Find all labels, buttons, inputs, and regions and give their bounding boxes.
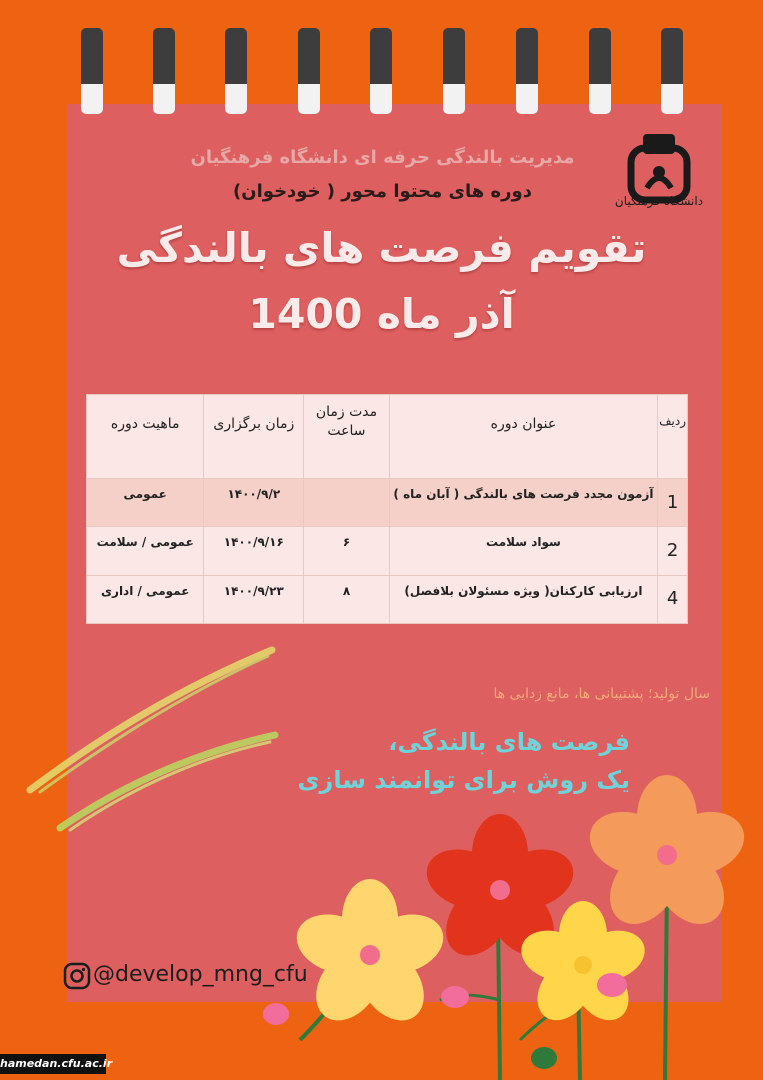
course-date: ۱۴۰۰/۹/۲: [204, 479, 304, 527]
course-title: آزمون مجدد فرصت های بالندگی ( آبان ماه ): [389, 479, 657, 527]
year-slogan: سال تولید؛ پشتیبانی ها، مانع زدایی ها: [493, 686, 710, 702]
course-nature: عمومی: [87, 479, 204, 527]
logo-caption: دانشگاه فرهنگیان: [614, 194, 704, 208]
column-header-date: زمان برگزاری: [204, 395, 304, 479]
site-watermark: hamedan.cfu.ac.ir: [0, 1054, 106, 1074]
course-date: ۱۴۰۰/۹/۲۳: [204, 575, 304, 623]
course-date: ۱۴۰۰/۹/۱۶: [204, 527, 304, 575]
instagram-icon: [63, 962, 91, 990]
row-number: 2: [658, 527, 688, 575]
course-type-subtitle: دوره های محتوا محور ( خودخوان): [233, 181, 532, 202]
row-number: 1: [658, 479, 688, 527]
flower-decoration: [263, 775, 752, 1080]
column-header-row: ردیف: [658, 395, 688, 479]
course-nature: عمومی / اداری: [87, 575, 204, 623]
instagram-handle[interactable]: @develop_mng_cfu: [93, 962, 308, 987]
row-number: 4: [658, 575, 688, 623]
organization-title: مدیریت بالندگی حرفه ای دانشگاه فرهنگیان: [190, 147, 575, 168]
course-title: سواد سلامت: [389, 527, 657, 575]
course-nature: عمومی / سلامت: [87, 527, 204, 575]
course-title: ارزیابی کارکنان( ویژه مسئولان بلافصل): [389, 575, 657, 623]
course-duration: ۶: [304, 527, 390, 575]
course-duration: ۸: [304, 575, 390, 623]
tagline-line2: یک روش برای توانمند سازی: [297, 766, 630, 794]
column-header-title: عنوان دوره: [389, 395, 657, 479]
column-header-duration: مدت زمان ساعت: [304, 395, 390, 479]
month-title: آذر ماه 1400: [248, 290, 515, 338]
column-header-nature: ماهیت دوره: [87, 395, 204, 479]
tagline-line1: فرصت های بالندگی،: [388, 728, 630, 756]
page-title: تقویم فرصت های بالندگی: [116, 224, 647, 272]
